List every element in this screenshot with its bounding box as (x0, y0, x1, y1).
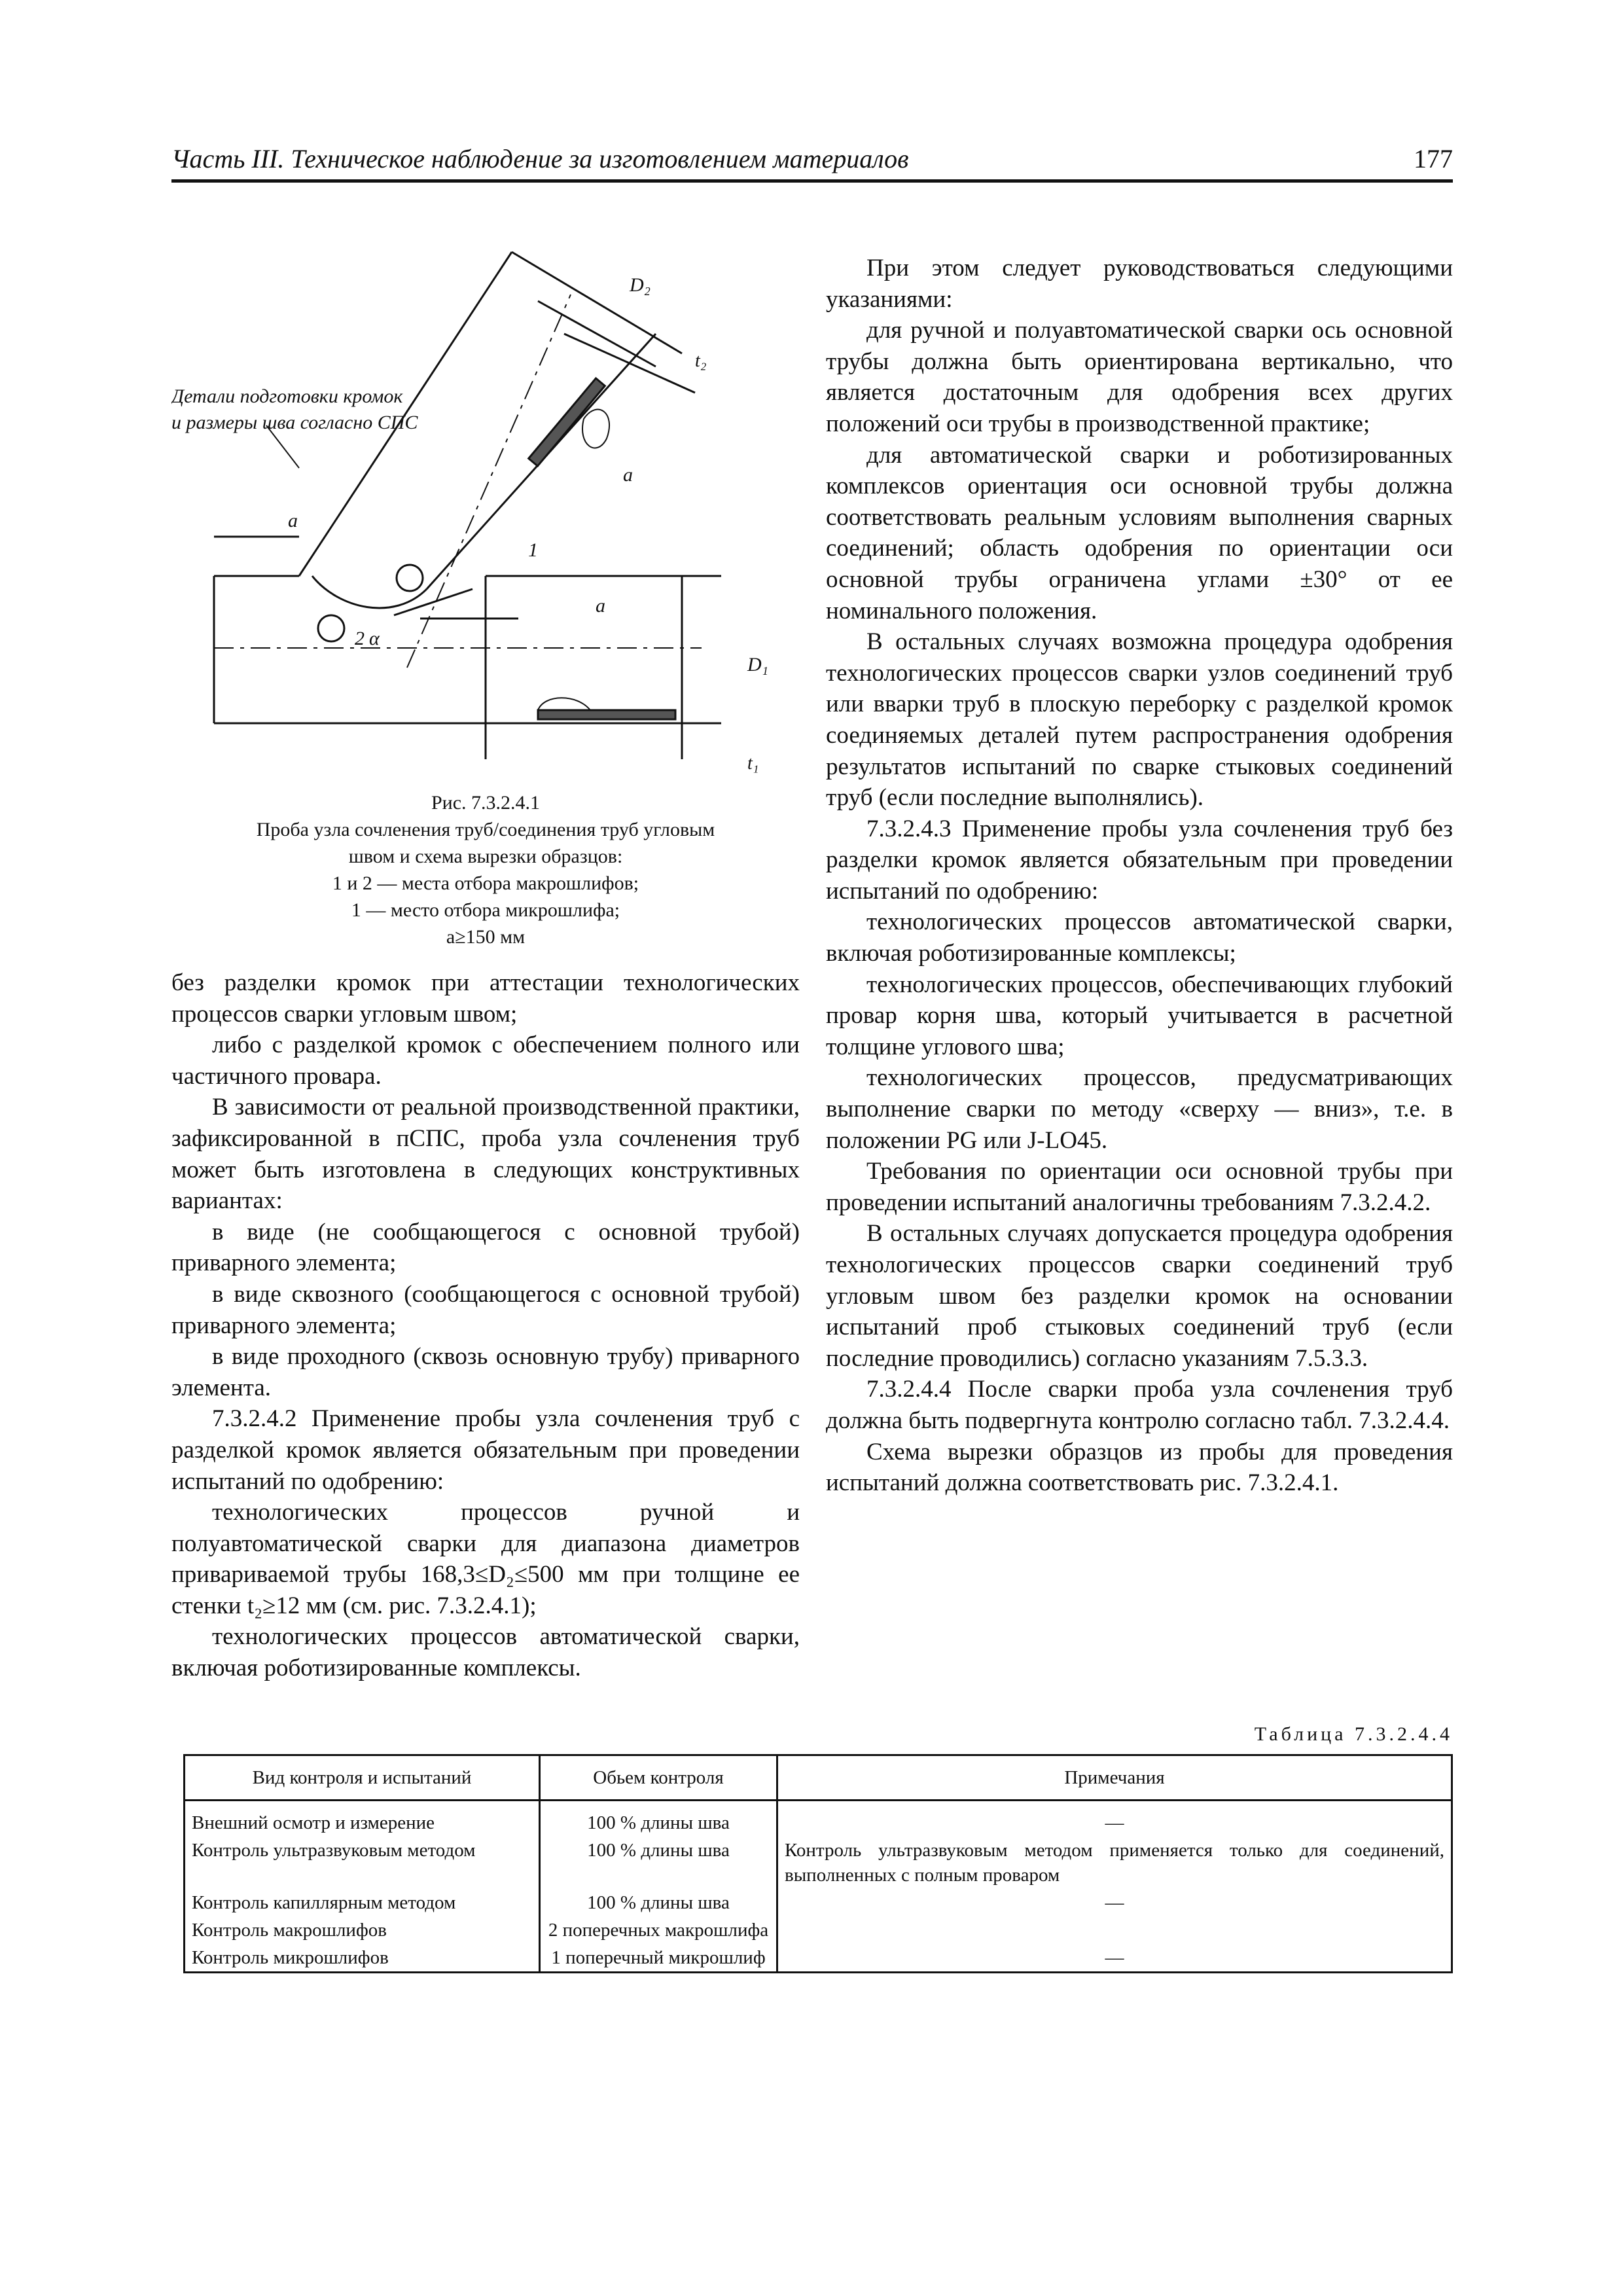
right-text-column (826, 253, 1453, 1499)
column-header: Обьем контроля (540, 1755, 777, 1801)
table-cell: Контроль ультразвуковым методом применяется только для соединений, выполненных с полным проваром (777, 1837, 1452, 1889)
specimen-strip-base (538, 710, 675, 719)
caption-line: швом и схема вырезки образцов: (348, 846, 623, 867)
paragraph: в виде сквозного (сообщающегося с основной трубой) приварного элемента; (171, 1280, 800, 1339)
paragraph: 7.3.2.4.4 После сварки проба узла сочленения труб должна быть подвергнута контролю согласно табл. 7.3.2.4.4. (826, 1376, 1453, 1434)
caption-line: 1 и 2 — места отбора макрошлифов; (332, 872, 639, 894)
paragraph: для автоматической сварки и роботизированных комплексов ориентация оси основной трубы должна соответствовать реальным условиям выполнения сварных соединений; область одобрения по ориентации оси основной трубы ограничена углами ±30° от ее номинального положения. (826, 441, 1453, 624)
paragraph: либо с разделкой кромок с обеспечением полного или частичного провара. (171, 1031, 800, 1090)
sample-location-1 (397, 565, 423, 591)
column-header: Вид контроля и испытаний (185, 1755, 540, 1801)
caption-line: 1 — место отбора микрошлифа; (351, 899, 620, 921)
column-header: Примечания (777, 1755, 1452, 1801)
pipe-joint-diagram (171, 249, 800, 779)
label-a-diag: a (623, 464, 633, 486)
running-title: Часть III. Техническое наблюдение за изготовлением материалов (171, 144, 909, 173)
table-cell: 100 % длины шва (540, 1837, 777, 1889)
table-cell: — (777, 1889, 1452, 1916)
label-t1: t₁ (747, 753, 759, 774)
table-row (185, 1889, 1452, 1916)
table-header-row (185, 1755, 1452, 1801)
paragraph: для ручной и полуавтоматической сварки ось основной трубы должна быть ориентирована вертикально, что является достаточным для одобрения всех других положений оси трубы в производственной практике; (826, 317, 1453, 437)
table-cell: 1 поперечный микрошлиф (540, 1944, 777, 1973)
dim-d2-line (538, 301, 656, 367)
paragraph: технологических процессов автоматической сварки, включая роботизированные комплексы; (826, 908, 1453, 967)
label-a-left: a (288, 510, 298, 531)
caption-line: a≥150 мм (446, 926, 526, 948)
table-cell: Контроль ультразвуковым методом (185, 1837, 540, 1889)
paragraph: В зависимости от реальной производственной практики, зафиксированной в пСПС, проба узла сочленения труб может быть изготовлена в следующих конструктивных вариантах: (171, 1094, 800, 1215)
paragraph: Требования по ориентации оси основной трубы при проведении испытаний аналогичны требованиям 7.3.2.4.2. (826, 1158, 1453, 1216)
caption-title: Рис. 7.3.2.4.1 (431, 792, 541, 814)
table-row (185, 1801, 1452, 1837)
table-row (185, 1944, 1452, 1973)
paragraph: без разделки кромок при аттестации технологических процессов сварки угловым швом; (171, 969, 800, 1028)
paragraph: в виде (не сообщающегося с основной трубой) приварного элемента; (171, 1218, 800, 1277)
figure-pipe-joint (171, 249, 800, 779)
dim-d2-ext (512, 252, 682, 353)
table-cell (777, 1916, 1452, 1944)
page-number: 177 (1414, 144, 1453, 173)
table-cell: Контроль макрошлифов (185, 1916, 540, 1944)
figure-caption (171, 789, 800, 950)
label-a-bottom: a (596, 595, 605, 617)
table-title: Таблица 7.3.2.4.4 (1254, 1723, 1453, 1745)
page-header (171, 143, 1453, 183)
table-cell: 100 % длины шва (540, 1801, 777, 1837)
inspection-table (183, 1754, 1453, 1973)
label-d2: D₂ (630, 274, 651, 296)
paragraph: 7.3.2.4.2 Применение пробы узла сочленения труб с разделкой кромок является обязательным при проведении испытаний по одобрению: (171, 1405, 800, 1495)
table-row (185, 1916, 1452, 1944)
sample-location-2 (318, 615, 344, 641)
specimen-cut-outline-base (538, 698, 590, 710)
left-text-column (171, 967, 800, 1684)
specimen-cut-outline (582, 410, 609, 448)
paragraph: в виде проходного (сквозь основную трубу) приварного элемента. (171, 1343, 800, 1401)
paragraph: технологических процессов ручной и полуавтоматической сварки для диапазона диаметров привариваемой трубы 168,3≤D₂≤500 мм при толщине ее стенки t₂≥12 мм (см. рис. 7.3.2.4.1); (171, 1499, 800, 1619)
detail-label-line2: и размеры шва согласно СПС (171, 412, 418, 433)
paragraph: технологических процессов автоматической сварки, включая роботизированные комплексы. (171, 1623, 800, 1682)
paragraph: В остальных случаях допускается процедура одобрения технологических процессов сварки соединений труб угловым швом без разделки кромок на основании испытаний проб стыковых соединений труб (если последние проводились) согласно указаниям 7.5.3.3. (826, 1220, 1453, 1372)
table-cell: Контроль микрошлифов (185, 1944, 540, 1973)
table-cell: — (777, 1944, 1452, 1973)
table-cell: Внешний осмотр и измерение (185, 1801, 540, 1837)
dim-t2-line (564, 334, 695, 393)
paragraph: технологических процессов, предусматривающих выполнение сварки по методу «сверху — вниз», т.е. в положении PG или J-LO45. (826, 1064, 1453, 1154)
table-row (185, 1837, 1452, 1889)
branch-pipe-axis (407, 295, 571, 668)
specimen-strip-branch (529, 378, 605, 466)
label-t2: t₂ (695, 351, 707, 371)
table-cell: 2 поперечных макрошлифа (540, 1916, 777, 1944)
label-d1: D₁ (747, 654, 769, 675)
paragraph: 7.3.2.4.3 Применение пробы узла сочленения труб без разделки кромок является обязательным при проведении испытаний по одобрению: (826, 815, 1453, 905)
label-sample-2: 2 (355, 628, 365, 649)
label-alpha: α (369, 628, 380, 649)
paragraph: технологических процессов, обеспечивающих глубокий провар корня шва, который учитывается в расчетной толщине углового шва; (826, 971, 1453, 1060)
caption-line: Проба узла сочленения труб/соединения труб угловым (256, 819, 715, 840)
detail-label-line1: Детали подготовки кромок (171, 386, 403, 407)
paragraph: При этом следует руководствоваться следующими указаниями: (826, 255, 1453, 313)
table-cell: — (777, 1801, 1452, 1837)
label-sample-1: 1 (528, 539, 538, 561)
table-cell: Контроль капиллярным методом (185, 1889, 540, 1916)
paragraph: Схема вырезки образцов из пробы для проведения испытаний должна соответствовать рис. 7.3.2.4.1. (826, 1438, 1453, 1497)
paragraph: В остальных случаях возможна процедура одобрения технологических процессов сварки узлов соединений труб или вварки труб в плоскую переборку с разделкой кромок соединяемых деталей путем распространения одобрения результатов испытаний по сварке стыковых соединений труб (если последние выполнялись). (826, 628, 1453, 812)
table-cell: 100 % длины шва (540, 1889, 777, 1916)
